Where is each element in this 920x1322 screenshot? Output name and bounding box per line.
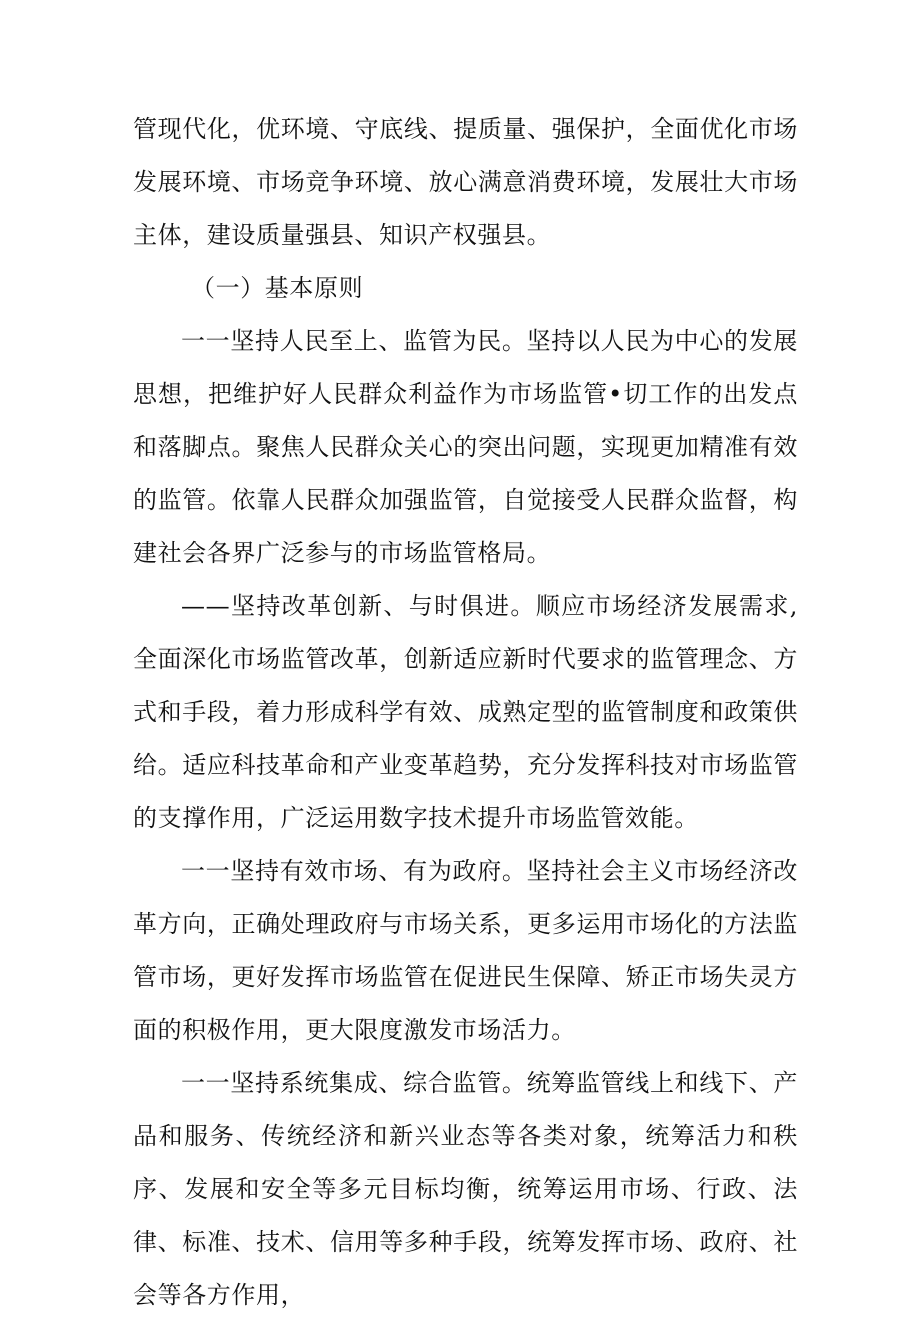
document-body bbox=[133, 103, 798, 1322]
section-heading-basic-principles: （一）基本原则 bbox=[191, 274, 364, 302]
paragraph-effective-market: 一一坚持有效市场、有为政府。坚持社会主义市场经济改革方向，正确处理政府与市场关系，更多运用市场化的方法监管市场，更好发挥市场监管在促进民生保障、矫正市场失灵方面的积极作用，更大限度激发市场活力。 bbox=[133, 857, 798, 1044]
paragraph-reform-innovation: ——坚持改革创新、与时俱进。顺应市场经济发展需求,全面深化市场监管改革，创新适应新时代要求的监管理念、方式和手段，着力形成科学有效、成熟定型的监管制度和政策供给。适应科技革命和产业变革趋势，充分发挥科技对市场监管的支撑作用，广泛运用数字技术提升市场监管效能。 bbox=[133, 592, 798, 832]
paragraph-system-integration: 一一坚持系统集成、综合监管。统筹监管线上和线下、产品和服务、传统经济和新兴业态等各类对象，统筹活力和秩序、发展和安全等多元目标均衡，统筹运用市场、行政、法律、标准、技术、信用等多种手段，统筹发挥市场、政府、社会等各方作用， bbox=[133, 1069, 798, 1309]
paragraph-continuation: 管现代化，优环境、守底线、提质量、强保护，全面优化市场发展环境、市场竞争环境、放心满意消费环境，发展壮大市场主体，建设质量强县、知识产权强县。 bbox=[133, 115, 798, 249]
paragraph-people-first: 一一坚持人民至上、监管为民。坚持以人民为中心的发展思想，把维护好人民群众利益作为市场监管•切工作的出发点和落脚点。聚焦人民群众关心的突出问题，实现更加精准有效的监管。依靠人民群众加强监管，自觉接受人民群众监督，构建社会各界广泛参与的市场监管格局。 bbox=[133, 327, 798, 567]
